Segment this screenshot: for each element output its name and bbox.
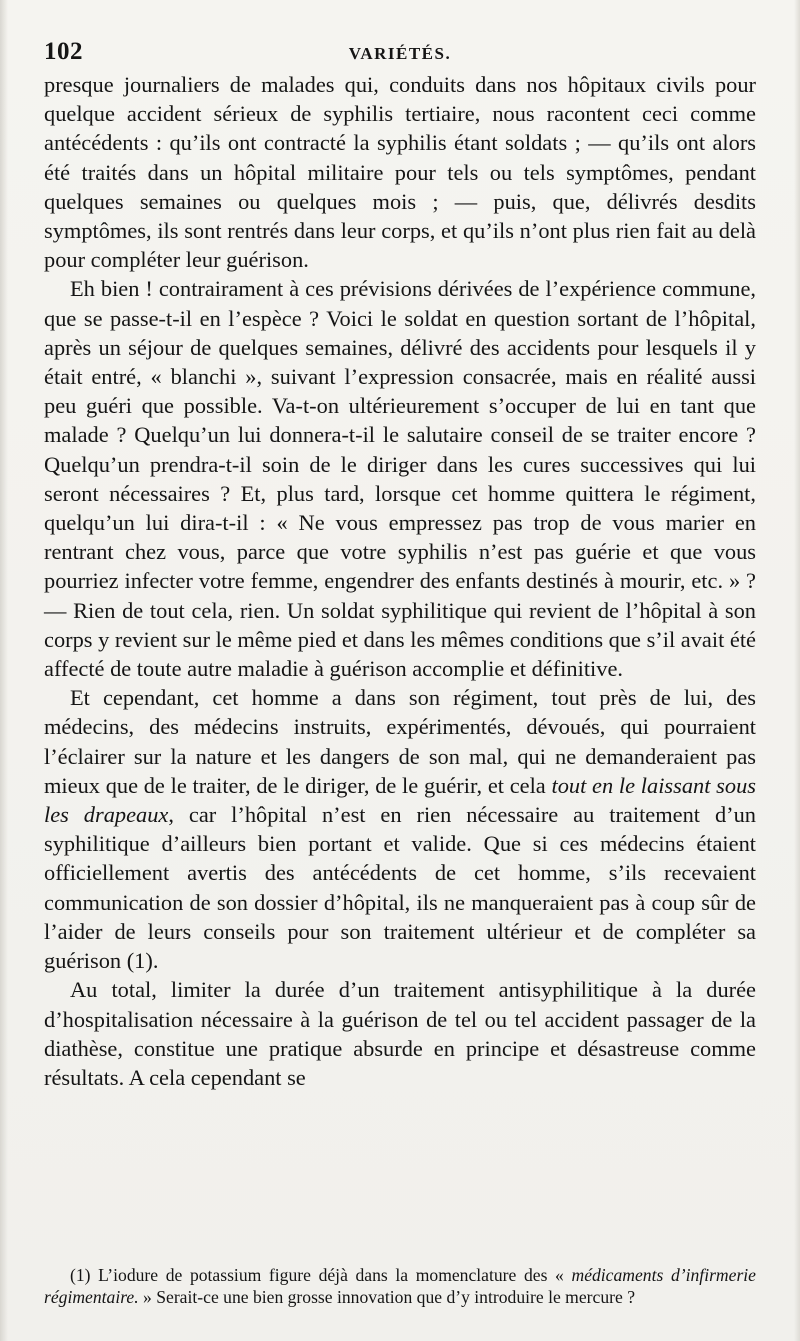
text-run: Au total, limiter la durée d’un traitement antisyphilitique à la durée d’hospitalisation nécessaire à la guérison de tel ou tel accident passager de la diathèse, constitue une pratique absurde en principe et désastreuse comme résultats. A cela cependant se [44,977,756,1090]
paragraph [44,683,756,975]
text-run: Et cependant, cet homme a dans son régiment, tout près de lui, des médecins, des médecins instruits, expérimentés, dévoués, qui pourraient l’éclairer sur la nature et les dangers de son mal, qui ne demanderaient pas mieux que de le traiter, de le diriger, de le guérir, et cela [44,685,756,798]
text-run: presque journaliers de malades qui, conduits dans nos hôpitaux civils pour quelque accident sérieux de syphilis tertiaire, nous racontent ceci comme antécédents : qu’ils ont contracté la syphilis étant soldats ; — qu’ils ont alors été traités dans un hôpital militaire pour tels ou tels symptômes, pendant quelques semaines ou quelques mois ; — puis, que, délivrés desdits symptômes, ils sont rentrés dans leur corps, et qu’ils n’ont plus rien fait au delà pour compléter leur guérison. [44,72,756,273]
page-header [44,34,756,70]
page-number: 102 [44,38,83,65]
italic-text: médicaments d’infirmerie régimentaire. [44,1265,756,1307]
text-run: (1) L’iodure de potassium figure déjà dans la momenclature des « [70,1265,572,1285]
text-run: , car l’hôpital n’est en rien nécessaire au traitement d’un syphilitique d’ailleurs bien portant et valide. Que si ces médecins étaient officiellement avertis des antécédents de cet homme, s’ils recevaient communication de son dossier d’hôpital, ils ne manqueraient pas à coup sûr de l’aider de leurs conseils pour son traitement ultérieur et de compléter sa guérison (1). [44,802,756,974]
paragraph [44,70,756,274]
text-run: » Serait-ce une bien grosse innovation que d’y introduire le mercure ? [138,1287,636,1307]
running-title: VARIÉTÉS. [348,44,452,63]
paragraph [44,274,756,683]
body-text [44,70,756,1092]
page-edge-shadow-right [794,0,800,1341]
footnotes [44,1264,756,1308]
text-run: Eh bien ! contrairament à ces prévisions dérivées de l’expérience commune, que se passe-t-il en l’espèce ? Voici le soldat en question sortant de l’hôpital, après un séjour de quelques semaines, délivré des accidents pour lesquels il y était entré, « blanchi », suivant l’expression consacrée, mais en réalité aussi peu guéri que possible. Va-t-on ultérieurement s’occuper de lui en tant que malade ? Quelqu’un lui donnera-t-il le salutaire conseil de se traiter encore ? Quelqu’un prendra-t-il soin de le diriger dans les cures successives qui lui seront nécessaires ? Et, plus tard, lorsque cet homme quittera le régiment, quelqu’un lui dira-t-il : « Ne vous empressez pas trop de vous marier en rentrant chez vous, parce que votre syphilis n’est pas guérie et que vous pourriez infecter votre femme, engendrer des enfants destinés à mourir, etc. » ? — Rien de tout cela, rien. Un soldat syphilitique qui revient de l’hôpital à son corps y revient sur le même pied et dans les mêmes conditions que s’il avait été affecté de toute autre maladie à guérison accomplie et définitive. [44,276,756,682]
page-edge-shadow-left [0,0,8,1341]
footnote [44,1264,756,1308]
paragraph [44,975,756,1092]
italic-text: tout en le laissant sous les drapeaux [44,772,756,828]
